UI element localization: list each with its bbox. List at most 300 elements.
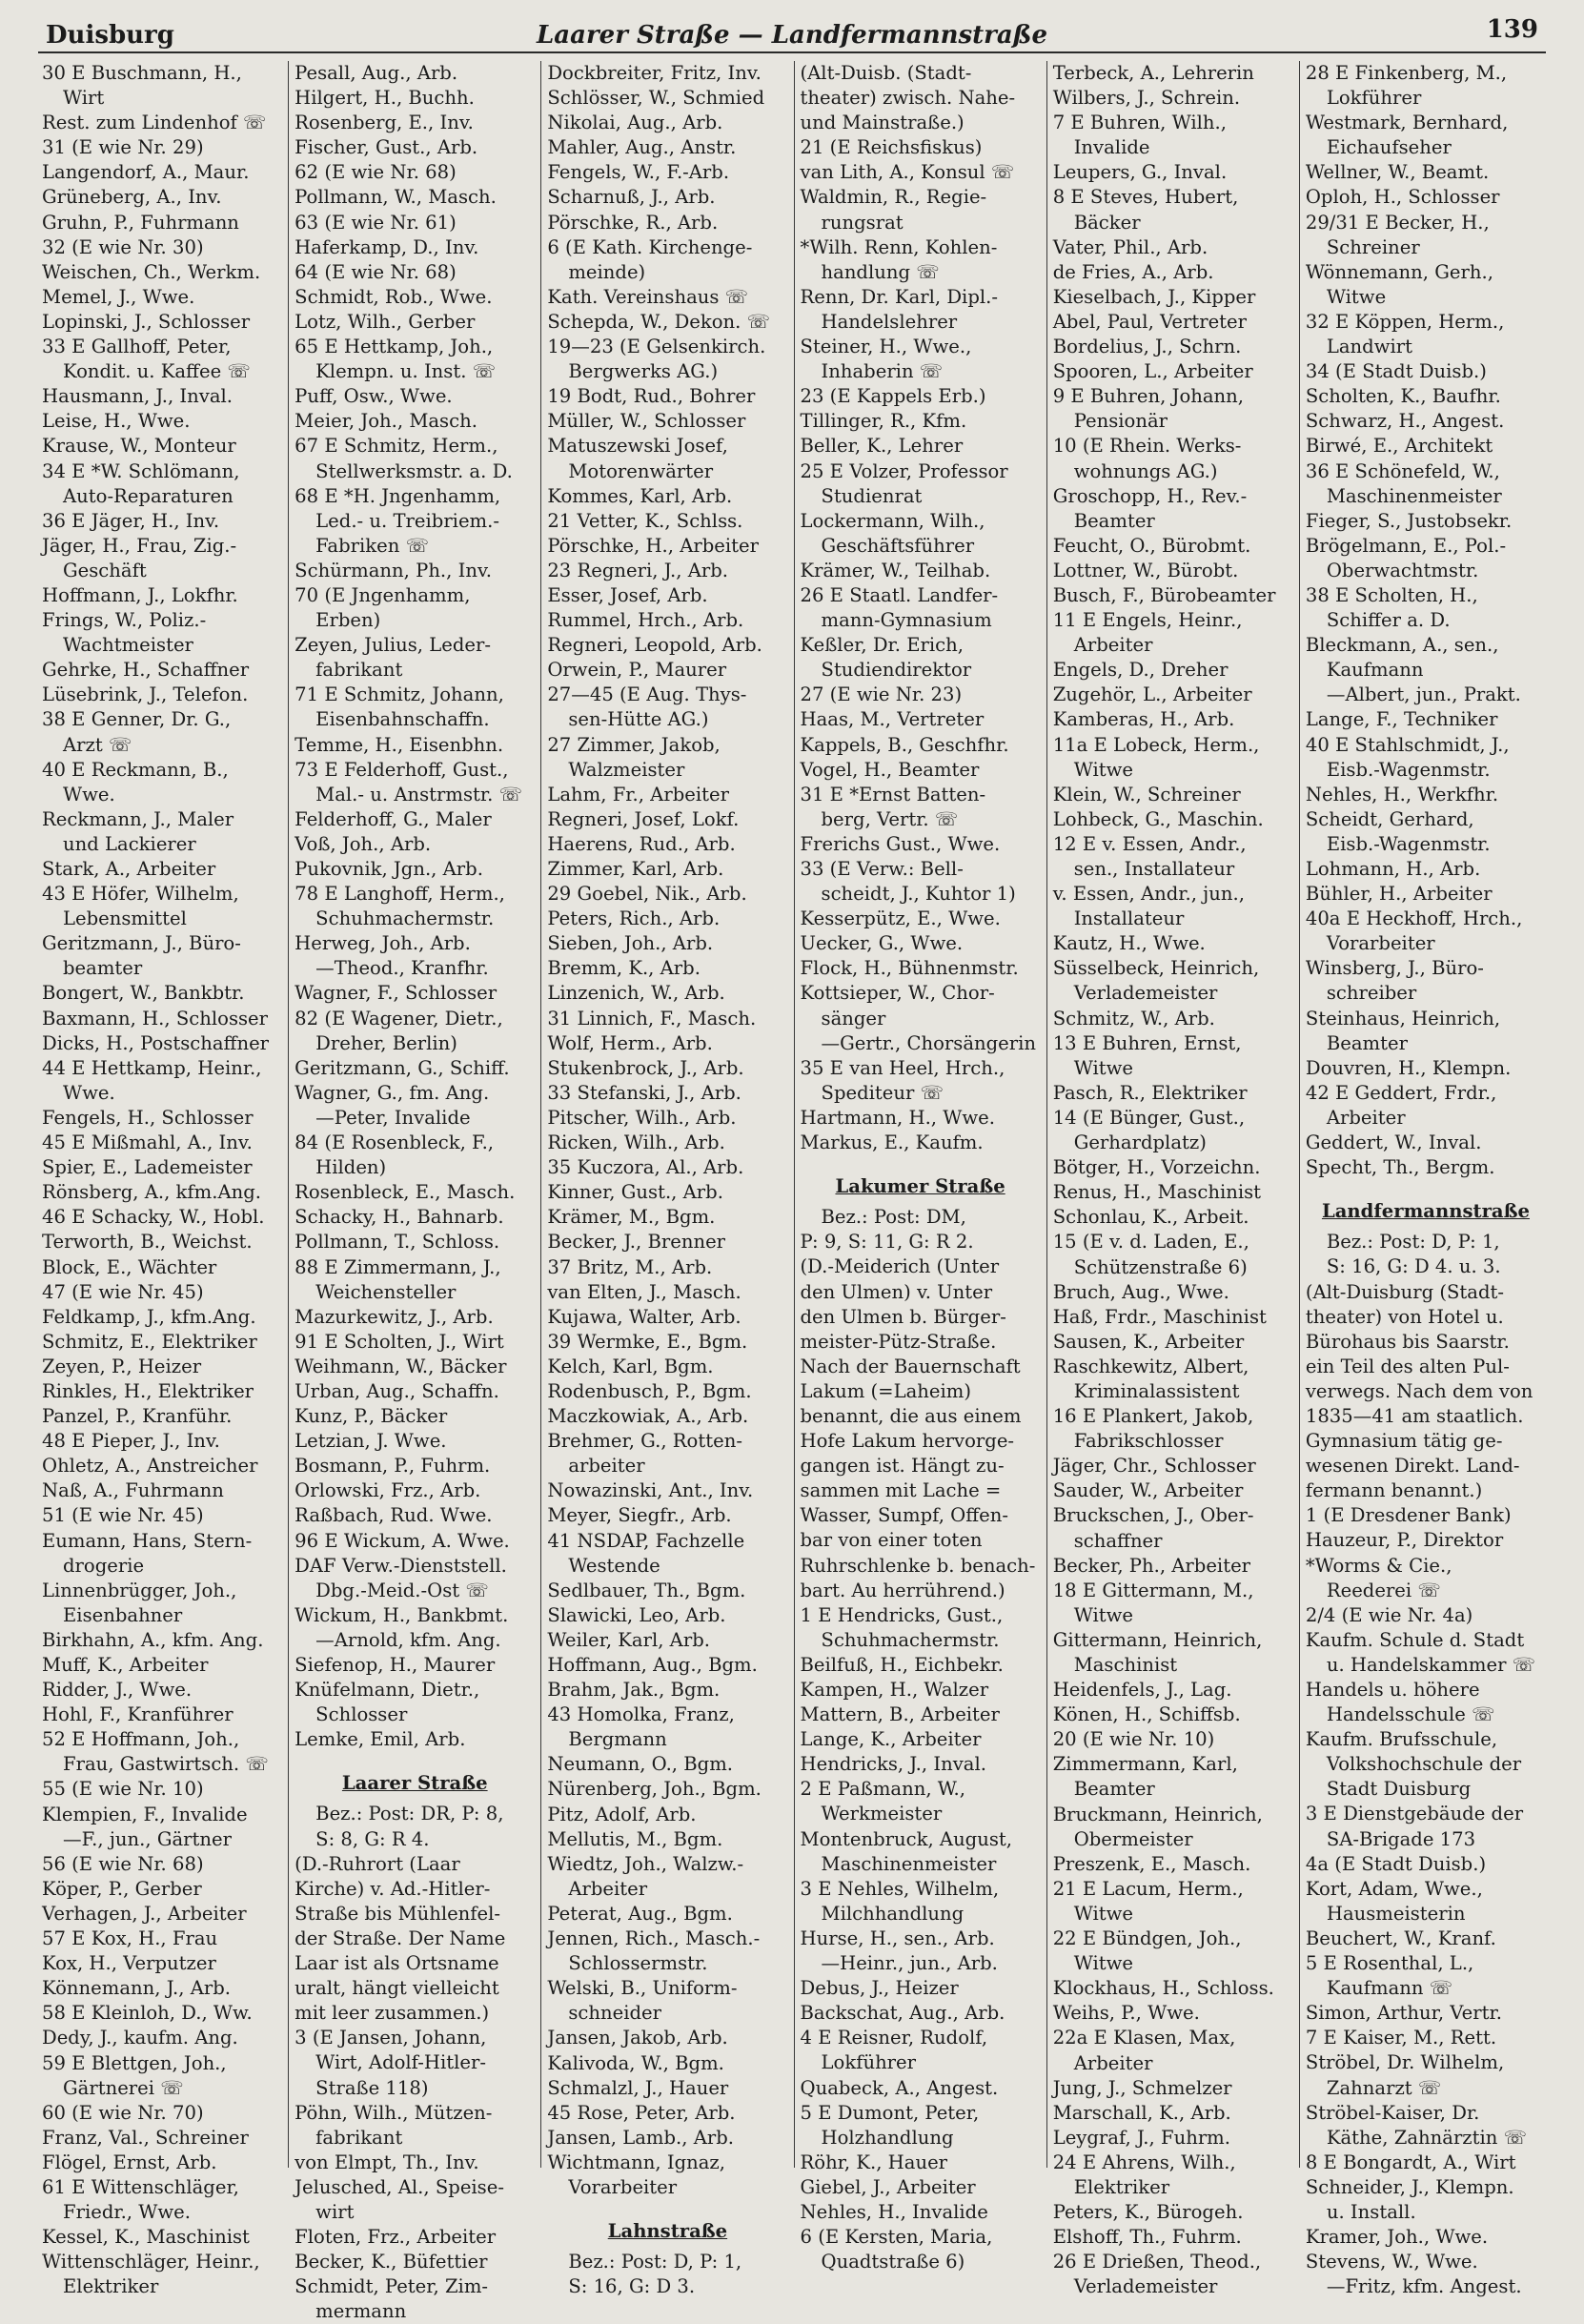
directory-entry: 63 (E wie Nr. 61) (294, 211, 457, 234)
directory-entry: Sauder, W., Arbeiter (1052, 1479, 1244, 1502)
directory-entry: Raßbach, Rud. Wwe. (294, 1504, 493, 1527)
directory-entry: Lottner, W., Bürobt. (1052, 559, 1239, 581)
directory-entry: Birkhahn, A., kfm. Ang. (42, 1628, 264, 1651)
entry-continuation: Wwe. (63, 783, 115, 805)
directory-entry: Scharnuß, J., Arb. (547, 186, 716, 209)
entry-continuation: Bez.: Post: DR, P: 8, (315, 1803, 504, 1825)
entry-continuation: —Arnold, kfm. Ang. (315, 1628, 501, 1651)
directory-entry: 88 E Zimmermann, J., (294, 1255, 501, 1278)
directory-entry: Weiler, Karl, Arb. (547, 1628, 710, 1651)
directory-entry: Pörschke, R., Arb. (547, 211, 719, 234)
directory-entry: Rummel, Hrch., Arb. (547, 609, 744, 632)
directory-entry: Pukovnik, Jgn., Arb. (294, 858, 483, 880)
entry-continuation: Verlademeister (1073, 2275, 1218, 2298)
entry-continuation: u. Install. (1326, 2200, 1416, 2223)
directory-entry: 21 E Lacum, Herm., (1052, 1877, 1244, 1900)
directory-entry: Pesall, Aug., Arb. (294, 62, 458, 84)
directory-entry: Kunz, P., Bäcker (294, 1405, 448, 1428)
directory-entry: Weihmann, W., Bäcker (294, 1355, 507, 1377)
directory-entry: fermann benannt.) (1305, 1479, 1483, 1502)
entry-continuation: Eisb.-Wagenmstr. (1326, 832, 1491, 855)
directory-entry: 64 (E wie Nr. 68) (294, 260, 457, 283)
directory-entry: Jäger, H., Frau, Zig.- (42, 534, 237, 557)
directory-entry: 6 (E Kersten, Maria, (800, 2226, 993, 2249)
directory-entry: Specht, Th., Bergm. (1305, 1156, 1495, 1179)
directory-entry: Oploh, H., Schlosser (1305, 186, 1500, 209)
directory-entry: 48 E Pieper, J., Inv. (42, 1430, 220, 1453)
directory-entry: Abel, Paul, Vertreter (1052, 310, 1248, 333)
directory-entry: (D.-Ruhrort (Laar (294, 1852, 460, 1875)
directory-entry: Temme, H., Eisenbhn. (294, 733, 504, 756)
directory-entry: Leise, H., Wwe. (42, 410, 191, 433)
directory-entry: Lüsebrink, J., Telefon. (42, 683, 249, 706)
entry-continuation: Friedr., Wwe. (63, 2201, 191, 2224)
directory-entry: Stark, A., Arbeiter (42, 858, 216, 880)
directory-entry: Nehles, H., Werkfhr. (1305, 783, 1499, 805)
directory-entry: 68 E *H. Jngenhamm, (294, 484, 501, 507)
entry-continuation: Arbeiter (568, 1877, 648, 1900)
directory-entry: Regneri, Josef, Lokf. (547, 807, 740, 830)
directory-entry: 34 (E Stadt Duisb.) (1305, 360, 1487, 383)
directory-entry: 45 Rose, Peter, Arb. (547, 2101, 736, 2124)
directory-entry: 1 (E Dresdener Bank) (1305, 1504, 1512, 1527)
directory-entry: Meyer, Siegfr., Arb. (547, 1504, 732, 1527)
directory-entry: den Ulmen) v. Unter (800, 1280, 993, 1303)
directory-entry: Schepda, W., Dekon. ☏ (547, 310, 771, 333)
directory-entry: Krause, W., Monteur (42, 435, 236, 458)
directory-entry: Becker, K., Büfettier (294, 2251, 488, 2273)
directory-entry: (D.-Meiderich (Unter (800, 1255, 1000, 1278)
directory-entry: bart. Au herrührend.) (800, 1579, 1005, 1601)
directory-entry: Stukenbrock, J., Arb. (547, 1056, 744, 1079)
directory-entry: Kelch, Karl, Bgm. (547, 1355, 714, 1377)
entry-continuation: Weichensteller (315, 1280, 457, 1303)
entry-continuation: mermann (315, 2300, 407, 2323)
entry-continuation: Kaufmann ☏ (1326, 1977, 1453, 2000)
directory-entry: Kramer, Joh., Wwe. (1305, 2226, 1489, 2249)
entry-continuation: S: 16, G: D 4. u. 3. (1326, 1255, 1501, 1278)
directory-entry: Kottsieper, W., Chor- (800, 982, 995, 1005)
directory-entry: Herweg, Joh., Arb. (294, 932, 471, 955)
directory-entry: uralt, hängt vielleicht (294, 1977, 499, 2000)
directory-entry: 28 E Finkenberg, M., (1305, 62, 1508, 84)
directory-entry: Bötger, H., Vorzeichn. (1052, 1156, 1261, 1179)
entry-continuation: Kriminalassistent (1073, 1379, 1240, 1402)
directory-entry: Lakum (=Laheim) (800, 1379, 971, 1402)
directory-entry: Slawicki, Leo, Arb. (547, 1603, 726, 1626)
directory-entry: *Wilh. Renn, Kohlen- (800, 235, 998, 258)
directory-entry: Siefenop, H., Maurer (294, 1654, 496, 1676)
directory-entry: Pasch, R., Elektriker (1052, 1081, 1248, 1104)
directory-entry: Ricken, Wilh., Arb. (547, 1131, 725, 1154)
directory-entry: Bruch, Aug., Wwe. (1052, 1280, 1229, 1303)
directory-entry: 11 E Engels, Heinr., (1052, 609, 1243, 632)
directory-entry: Verhagen, J., Arbeiter (42, 1902, 247, 1925)
entry-continuation: Invalide (1073, 136, 1150, 159)
directory-entry: wesenen Direkt. Land- (1305, 1455, 1520, 1478)
directory-entry: 71 E Schmitz, Johann, (294, 683, 504, 706)
directory-entry: Bürohaus bis Saarstr. (1305, 1330, 1510, 1353)
directory-entry: 65 E Hettkamp, Joh., (294, 336, 494, 358)
entry-continuation: schneider (568, 2002, 661, 2025)
directory-entry: Straße bis Mühlenfel- (294, 1902, 501, 1925)
entry-continuation: Witwe (1326, 285, 1387, 308)
directory-entry: 32 (E wie Nr. 30) (42, 235, 204, 258)
directory-entry: Spooren, L., Arbeiter (1052, 360, 1253, 383)
directory-entry: 2 E Paßmann, W., (800, 1778, 965, 1801)
directory-entry: Engels, D., Dreher (1052, 659, 1229, 682)
directory-entry: 30 E Buschmann, H., (42, 62, 242, 84)
directory-entry: Rosenberg, E., Inv. (294, 112, 474, 134)
entry-continuation: Werkmeister (821, 1803, 943, 1825)
directory-entry: 82 (E Wagener, Dietr., (294, 1007, 503, 1029)
directory-entry: meister-Pütz-Straße. (800, 1330, 997, 1353)
directory-entry: 25 E Volzer, Professor (800, 459, 1008, 482)
entry-continuation: —Fritz, kfm. Angest. (1326, 2275, 1522, 2298)
directory-entry: gangen ist. Hängt zu- (800, 1455, 1005, 1478)
directory-entry: Esser, Josef, Arb. (547, 583, 708, 606)
entry-continuation: Led.- u. Treibriem.- (315, 509, 499, 532)
directory-entry: Kort, Adam, Wwe., (1305, 1877, 1483, 1900)
directory-entry: 38 E Genner, Dr. G., (42, 708, 232, 731)
directory-entry: Kesserpütz, E., Wwe. (800, 907, 1001, 930)
directory-entry: Klein, W., Schreiner (1052, 783, 1241, 805)
entry-continuation: Maschinenmeister (821, 1852, 997, 1875)
directory-entry: Renus, H., Maschinist (1052, 1181, 1262, 1204)
directory-entry: 56 (E wie Nr. 68) (42, 1852, 204, 1875)
entry-continuation: Stellwerksmstr. a. D. (315, 459, 513, 482)
city-name: Duisburg (46, 21, 174, 50)
entry-continuation: Käthe, Zahnärztin ☏ (1326, 2126, 1528, 2149)
entry-continuation: S: 16, G: D 3. (568, 2275, 696, 2298)
entry-continuation: —Theod., Kranfhr. (315, 957, 489, 980)
directory-entry: 19—23 (E Gelsenkirch. (547, 336, 766, 358)
directory-entry: Becker, J., Brenner (547, 1231, 726, 1254)
entry-continuation: Fabrikschlosser (1073, 1430, 1224, 1453)
directory-entry: Kox, H., Verputzer (42, 1952, 216, 1975)
directory-entry: Memel, J., Wwe. (42, 285, 195, 308)
directory-entry: Hendricks, J., Inval. (800, 1753, 986, 1776)
directory-entry: 31 Linnich, F., Masch. (547, 1007, 757, 1029)
entry-continuation: Elektriker (63, 2275, 159, 2298)
directory-entry: 96 E Wickum, A. Wwe. (294, 1529, 510, 1552)
entry-continuation: Lebensmittel (63, 907, 187, 930)
directory-entry: Schacky, H., Bahnarb. (294, 1206, 504, 1229)
entry-continuation: Arbeiter (1326, 1106, 1406, 1129)
entry-continuation: Dbg.-Meid.-Ost ☏ (315, 1579, 489, 1601)
entry-continuation: sen-Hütte AG.) (568, 708, 709, 731)
directory-column-3 (540, 61, 793, 2298)
entry-continuation: Studienrat (821, 484, 923, 507)
directory-entry: 19 Bodt, Rud., Bohrer (547, 385, 756, 408)
entry-continuation: sen., Installateur (1073, 858, 1235, 880)
directory-entry: Lemke, Emil, Arb. (294, 1728, 466, 1751)
directory-entry: Naß, A., Fuhrmann (42, 1479, 224, 1502)
directory-entry: Schmidt, Peter, Zim- (294, 2275, 489, 2298)
directory-entry: Block, E., Wächter (42, 1255, 217, 1278)
directory-entry: 27 Zimmer, Jakob, (547, 733, 721, 756)
directory-entry: 33 Stefanski, J., Arb. (547, 1081, 741, 1104)
directory-entry: Puff, Osw., Wwe. (294, 385, 453, 408)
directory-entry: Pörschke, H., Arbeiter (547, 534, 759, 557)
directory-entry: 20 (E wie Nr. 10) (1052, 1728, 1215, 1751)
directory-entry: 5 E Dumont, Peter, (800, 2101, 980, 2124)
directory-entry: 8 E Bongardt, A., Wirt (1305, 2151, 1516, 2173)
entry-continuation: SA-Brigade 173 (1326, 1827, 1476, 1850)
directory-entry: Hurse, H., sen., Arb. (800, 1926, 995, 1949)
directory-entry: Scheidt, Gerhard, (1305, 807, 1474, 830)
directory-entry: Beuchert, W., Kranf. (1305, 1926, 1496, 1949)
directory-entry: 78 E Langhoff, Herm., (294, 883, 505, 906)
directory-entry: 31 (E wie Nr. 29) (42, 136, 204, 159)
directory-entry: 8 E Steves, Hubert, (1052, 186, 1239, 209)
directory-entry: Brehmer, G., Rotten- (547, 1430, 742, 1453)
entry-continuation: meinde) (568, 260, 646, 283)
directory-entry: Fengels, W., F.-Arb. (547, 161, 730, 184)
directory-entry: 35 Kuczora, Al., Arb. (547, 1156, 744, 1179)
directory-entry: Winsberg, J., Büro- (1305, 957, 1484, 980)
directory-entry: Kessel, K., Maschinist (42, 2226, 250, 2249)
entry-continuation: Frau, Gastwirtsch. ☏ (63, 1753, 269, 1776)
entry-continuation: Studiendirektor (821, 659, 972, 682)
entry-continuation: Wachtmeister (63, 634, 193, 657)
directory-entry: Eumann, Hans, Stern- (42, 1529, 253, 1552)
directory-entry: Rest. zum Lindenhof ☏ (42, 112, 267, 134)
entry-continuation: Erben) (315, 609, 381, 632)
directory-entry: Leygraf, J., Fuhrm. (1052, 2126, 1230, 2149)
directory-entry: Langendorf, A., Maur. (42, 161, 250, 184)
directory-entry: Grüneberg, A., Inv. (42, 186, 222, 209)
directory-column-4 (794, 61, 1046, 2273)
entry-continuation: drogerie (63, 1554, 145, 1577)
directory-entry: Rönsberg, A., kfm.Ang. (42, 1181, 262, 1204)
directory-entry: Welski, B., Uniform- (547, 1977, 738, 2000)
entry-continuation: Witwe (1073, 1902, 1133, 1925)
directory-entry: 11a E Lobeck, Herm., (1052, 733, 1260, 756)
directory-entry: Leupers, G., Inval. (1052, 161, 1228, 184)
directory-entry: Beller, K., Lehrer (800, 435, 964, 458)
directory-entry: Orlowski, Frz., Arb. (294, 1479, 481, 1502)
directory-entry: Hartmann, H., Wwe. (800, 1106, 995, 1129)
directory-entry: Feldkamp, J., kfm.Ang. (42, 1305, 256, 1328)
directory-entry: Nikolai, Aug., Arb. (547, 112, 723, 134)
entry-continuation: Schreiner (1326, 235, 1420, 258)
directory-entry: Kinner, Gust., Arb. (547, 1181, 723, 1204)
directory-entry: 43 Homolka, Franz, (547, 1703, 735, 1726)
directory-entry: 40a E Heckhoff, Hrch., (1305, 907, 1523, 930)
directory-column-2 (288, 61, 540, 2323)
directory-entry: 26 E Drießen, Theod., (1052, 2251, 1262, 2273)
entry-continuation: Holzhandlung (821, 2126, 954, 2149)
entry-continuation: Mal.- u. Anstrmstr. ☏ (315, 783, 523, 805)
directory-entry: Fieger, S., Justobsekr. (1305, 509, 1513, 532)
directory-entry: Tillinger, R., Kfm. (800, 410, 967, 433)
entry-continuation: Eisb.-Wagenmstr. (1326, 758, 1491, 781)
directory-entry: Laar ist als Ortsname (294, 1952, 499, 1975)
directory-entry: Bordelius, J., Schrn. (1052, 336, 1242, 358)
directory-entry: Rodenbusch, P., Bgm. (547, 1379, 752, 1402)
directory-entry: Waldmin, R., Regie- (800, 186, 987, 209)
directory-entry: 24 E Ahrens, Wilh., (1052, 2151, 1236, 2173)
directory-entry: Bruckmann, Heinrich, (1052, 1803, 1263, 1825)
directory-entry: verwegs. Nach dem von (1305, 1379, 1533, 1402)
directory-entry: Reckmann, J., Maler (42, 807, 234, 830)
directory-entry: 2/4 (E wie Nr. 4a) (1305, 1603, 1473, 1626)
directory-entry: Stevens, W., Wwe. (1305, 2251, 1478, 2273)
directory-entry: 40 E Reckmann, B., (42, 758, 229, 781)
directory-entry: Frings, W., Poliz.- (42, 609, 207, 632)
entry-continuation: Kondit. u. Kaffee ☏ (63, 360, 251, 383)
entry-continuation: Lokführer (821, 2051, 917, 2074)
entry-continuation: Stadt Duisburg (1326, 1778, 1472, 1801)
directory-entry: 33 E Gallhoff, Peter, (42, 336, 232, 358)
entry-continuation: Oberwachtmstr. (1326, 559, 1479, 581)
directory-entry: 39 Wermke, E., Bgm. (547, 1330, 748, 1353)
entry-continuation: —Gertr., Chorsängerin (821, 1031, 1037, 1054)
directory-entry: 27 (E wie Nr. 23) (800, 683, 963, 706)
entry-continuation: Vorarbeiter (568, 2175, 678, 2198)
entry-continuation: Eichaufseher (1326, 136, 1452, 159)
directory-entry: Flock, H., Bühnenmstr. (800, 957, 1019, 980)
directory-entry: der Straße. Der Name (294, 1926, 506, 1949)
directory-entry: Frerichs Gust., Wwe. (800, 832, 1001, 855)
directory-entry: Montenbruck, August, (800, 1827, 1013, 1850)
directory-entry: 29 Goebel, Nik., Arb. (547, 883, 747, 906)
directory-entry: Wagner, F., Schlosser (294, 982, 498, 1005)
directory-entry: 59 E Blettgen, Joh., (42, 2051, 227, 2074)
entry-continuation: Schützenstraße 6) (1073, 1255, 1248, 1278)
directory-entry: 73 E Felderhoff, Gust., (294, 758, 509, 781)
directory-entry: Debus, J., Heizer (800, 1977, 959, 2000)
directory-entry: Marschall, K., Arb. (1052, 2101, 1231, 2124)
directory-entry: Schneider, J., Klempn. (1305, 2175, 1514, 2198)
entry-continuation: Bergwerks AG.) (568, 360, 719, 383)
directory-entry: Terbeck, A., Lehrerin (1052, 62, 1254, 84)
directory-entry: Backschat, Aug., Arb. (800, 2002, 1005, 2025)
directory-entry: Terworth, B., Weichst. (42, 1231, 253, 1254)
directory-entry: Schmitz, W., Arb. (1052, 1007, 1215, 1029)
entry-continuation: Quadtstraße 6) (821, 2251, 965, 2273)
directory-entry: Kalivoda, W., Bgm. (547, 2051, 724, 2074)
entry-continuation: Wirt (63, 87, 105, 110)
directory-entry: Kommes, Karl, Arb. (547, 484, 733, 507)
entry-continuation: Lokführer (1326, 87, 1422, 110)
entry-continuation: Vorarbeiter (1326, 932, 1435, 955)
directory-entry: Knüfelmann, Dietr., (294, 1679, 480, 1702)
directory-entry: *Worms & Cie., (1305, 1554, 1452, 1577)
entry-continuation: rungsrat (821, 211, 904, 234)
page-header (38, 13, 1546, 53)
directory-entry: Lopinski, J., Schlosser (42, 310, 251, 333)
entry-continuation: Walzmeister (568, 758, 685, 781)
directory-entry: Brögelmann, E., Pol.- (1305, 534, 1507, 557)
entry-continuation: Schiffer a. D. (1326, 609, 1451, 632)
directory-entry: Hoffmann, Aug., Bgm. (547, 1654, 758, 1676)
entry-continuation: Witwe (1073, 758, 1133, 781)
directory-entry: Brahm, Jak., Bgm. (547, 1679, 721, 1702)
entry-continuation: Spediteur ☏ (821, 1081, 944, 1104)
directory-entry: Preszenk, E., Masch. (1052, 1852, 1251, 1875)
directory-entry: Hohl, F., Kranführer (42, 1703, 234, 1726)
directory-entry: Heidenfels, J., Lag. (1052, 1679, 1232, 1702)
entry-continuation: Handelslehrer (821, 310, 958, 333)
directory-entry: Feucht, O., Bürobmt. (1052, 534, 1251, 557)
directory-entry: Franz, Val., Schreiner (42, 2126, 249, 2149)
directory-entry: Wiedtz, Joh., Walzw.- (547, 1852, 744, 1875)
directory-entry: 23 Regneri, J., Arb. (547, 559, 729, 581)
directory-entry: Matuszewski Josef, (547, 435, 728, 458)
entry-continuation: wirt (315, 2200, 355, 2223)
directory-entry: Hofe Lakum hervorge- (800, 1430, 1015, 1453)
directory-entry: Hoffmann, J., Lokfhr. (42, 583, 238, 606)
entry-continuation: S: 8, G: R 4. (315, 1827, 430, 1850)
directory-entry: Quabeck, A., Angest. (800, 2076, 999, 2099)
entry-continuation: Installateur (1073, 907, 1185, 930)
entry-continuation: Gerhardplatz) (1073, 1131, 1207, 1154)
directory-entry: 4a (E Stadt Duisb.) (1305, 1852, 1487, 1875)
directory-entry: Spier, E., Lademeister (42, 1156, 253, 1179)
entry-continuation: Beamter (1326, 1031, 1408, 1054)
entry-continuation: Arbeiter (1073, 634, 1153, 657)
directory-entry: ein Teil des alten Pul- (1305, 1355, 1510, 1377)
directory-entry: Nürenberg, Joh., Bgm. (547, 1778, 762, 1801)
directory-entry: Geritzmann, J., Büro- (42, 932, 241, 955)
directory-entry: Haas, M., Vertreter (800, 708, 985, 731)
directory-entry: Wittenschläger, Heinr., (42, 2251, 260, 2273)
directory-entry: theater) von Hotel u. (1305, 1305, 1504, 1328)
directory-entry: Pitz, Adolf, Arb. (547, 1803, 697, 1825)
directory-entry: Nowazinski, Ant., Inv. (547, 1479, 754, 1502)
entry-continuation: fabrikant (315, 2126, 403, 2149)
entry-continuation: fabrikant (315, 659, 403, 682)
entry-continuation: sänger (821, 1007, 886, 1029)
directory-entry: (Alt-Duisburg (Stadt- (1305, 1280, 1505, 1303)
directory-entry: Peterat, Aug., Bgm. (547, 1902, 733, 1925)
directory-entry: von Elmpt, Th., Inv. (294, 2151, 479, 2173)
directory-entry: Lange, F., Techniker (1305, 708, 1498, 731)
directory-entry: Jansen, Lamb., Arb. (547, 2126, 735, 2149)
directory-entry: bar von einer toten (800, 1529, 983, 1552)
directory-entry: Haß, Frdr., Maschinist (1052, 1305, 1267, 1328)
directory-entry: 47 (E wie Nr. 45) (42, 1280, 204, 1303)
directory-entry: 34 E *W. Schlömann, (42, 459, 240, 482)
directory-entry: Zimmermann, Karl, (1052, 1753, 1238, 1776)
directory-entry: 58 E Kleinloh, D., Ww. (42, 2002, 253, 2025)
directory-entry: Rosenbleck, E., Masch. (294, 1181, 516, 1204)
directory-entry: Lockermann, Wilh., (800, 509, 985, 532)
directory-entry: Zeyen, Julius, Leder- (294, 634, 491, 657)
entry-continuation: —Albert, jun., Prakt. (1326, 683, 1521, 706)
directory-entry: Ströbel, Dr. Wilhelm, (1305, 2051, 1505, 2074)
directory-entry: 37 Britz, M., Arb. (547, 1255, 713, 1278)
directory-entry: Steiner, H., Wwe., (800, 336, 972, 358)
directory-entry: Krämer, M., Bgm. (547, 1206, 716, 1229)
directory-entry: Ströbel-Kaiser, Dr. (1305, 2101, 1480, 2124)
directory-entry: Kirche) v. Ad.-Hitler- (294, 1877, 491, 1900)
entry-continuation: —F., jun., Gärtner (63, 1827, 232, 1850)
directory-entry: DAF Verw.-Dienststell. (294, 1554, 507, 1577)
directory-entry: 45 E Mißmahl, A., Inv. (42, 1131, 253, 1154)
entry-continuation: Landwirt (1326, 336, 1412, 358)
directory-entry: benannt, die aus einem (800, 1404, 1022, 1427)
directory-entry: 18 E Gittermann, M., (1052, 1579, 1254, 1601)
directory-entry: Lohmann, H., Arb. (1305, 858, 1481, 880)
directory-entry: Schmidt, Rob., Wwe. (294, 285, 493, 308)
directory-entry: Peters, Rich., Arb. (547, 907, 721, 930)
directory-entry: 5 E Rosenthal, L., (1305, 1952, 1474, 1975)
directory-entry: Schlösser, W., Schmied (547, 87, 765, 110)
directory-entry: Lotz, Wilh., Gerber (294, 310, 476, 333)
